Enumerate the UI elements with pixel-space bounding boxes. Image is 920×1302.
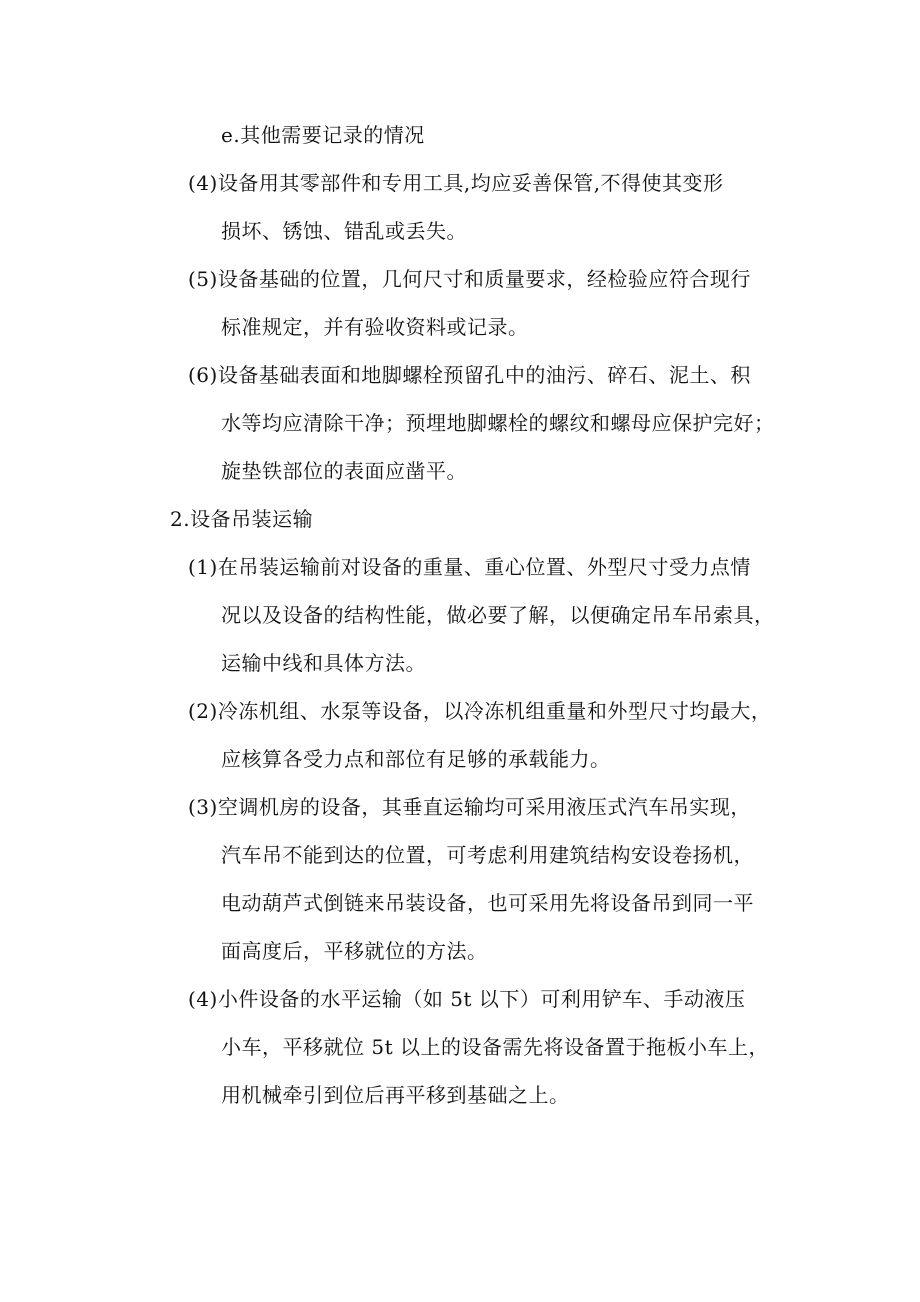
item-text-line: 运输中线和具体方法。 [221, 651, 426, 675]
item-text-line: 冷冻机组、水泵等设备，以冷冻机组重量和外型尺寸均最大， [217, 699, 772, 723]
list-item-6 [188, 362, 751, 388]
list-marker: (3) [188, 795, 218, 819]
list-item-3 [188, 794, 751, 820]
list-item-1 [188, 554, 751, 580]
list-marker: (2) [188, 699, 218, 723]
item-text-line: 汽车吊不能到达的位置，可考虑利用建筑结构安设卷扬机， [221, 843, 754, 867]
item-text-line: 标准规定，并有验收资料或记录。 [221, 315, 529, 339]
item-text-line: 损坏、锈蚀、错乱或丢失。 [221, 219, 467, 243]
list-item-e: e.其他需要记录的情况 [221, 123, 425, 147]
item-text-line: 水等均应清除干净；预埋地脚螺栓的螺纹和螺母应保护完好； [221, 411, 775, 435]
list-marker: (5) [188, 267, 218, 291]
list-marker: (6) [188, 363, 218, 387]
item-text-line: 设备用其零部件和专用工具,均应妥善保管,不得使其变形 [217, 171, 724, 195]
item-text-line: 设备基础表面和地脚螺栓预留孔中的油污、碎石、泥土、积 [217, 363, 751, 387]
item-text-line: 空调机房的设备，其垂直运输均可采用液压式汽车吊实现， [217, 795, 751, 819]
list-item-4 [188, 170, 724, 196]
section-heading: 2.设备吊装运输 [170, 507, 314, 531]
item-text-line: 电动葫芦式倒链来吊装设备，也可采用先将设备吊到同一平 [221, 891, 754, 915]
list-marker: (4) [188, 987, 218, 1011]
list-marker: (1) [188, 555, 218, 579]
list-marker: (4) [188, 171, 218, 195]
item-text-line: 小件设备的水平运输（如 5t 以下）可利用铲车、手动液压 [217, 987, 746, 1011]
item-text-line: 在吊装运输前对设备的重量、重心位置、外型尺寸受力点情 [217, 555, 751, 579]
item-text-line: 旋垫铁部位的表面应凿平。 [221, 459, 467, 483]
list-item-5 [188, 266, 751, 292]
item-text-line: 面高度后，平移就位的方法。 [221, 939, 488, 963]
item-text-line: 用机械牵引到位后再平移到基础之上。 [221, 1083, 570, 1107]
item-text-line: 况以及设备的结构性能，做必要了解，以便确定吊车吊索具， [221, 603, 775, 627]
item-text-line: 小车，平移就位 5t 以上的设备需先将设备置于拖板小车上， [221, 1035, 769, 1059]
item-text-line: 应核算各受力点和部位有足够的承载能力。 [221, 747, 611, 771]
item-text-line: 设备基础的位置，几何尺寸和质量要求，经检验应符合现行 [217, 267, 751, 291]
list-item-2 [188, 698, 771, 724]
list-item-4b [188, 986, 745, 1012]
